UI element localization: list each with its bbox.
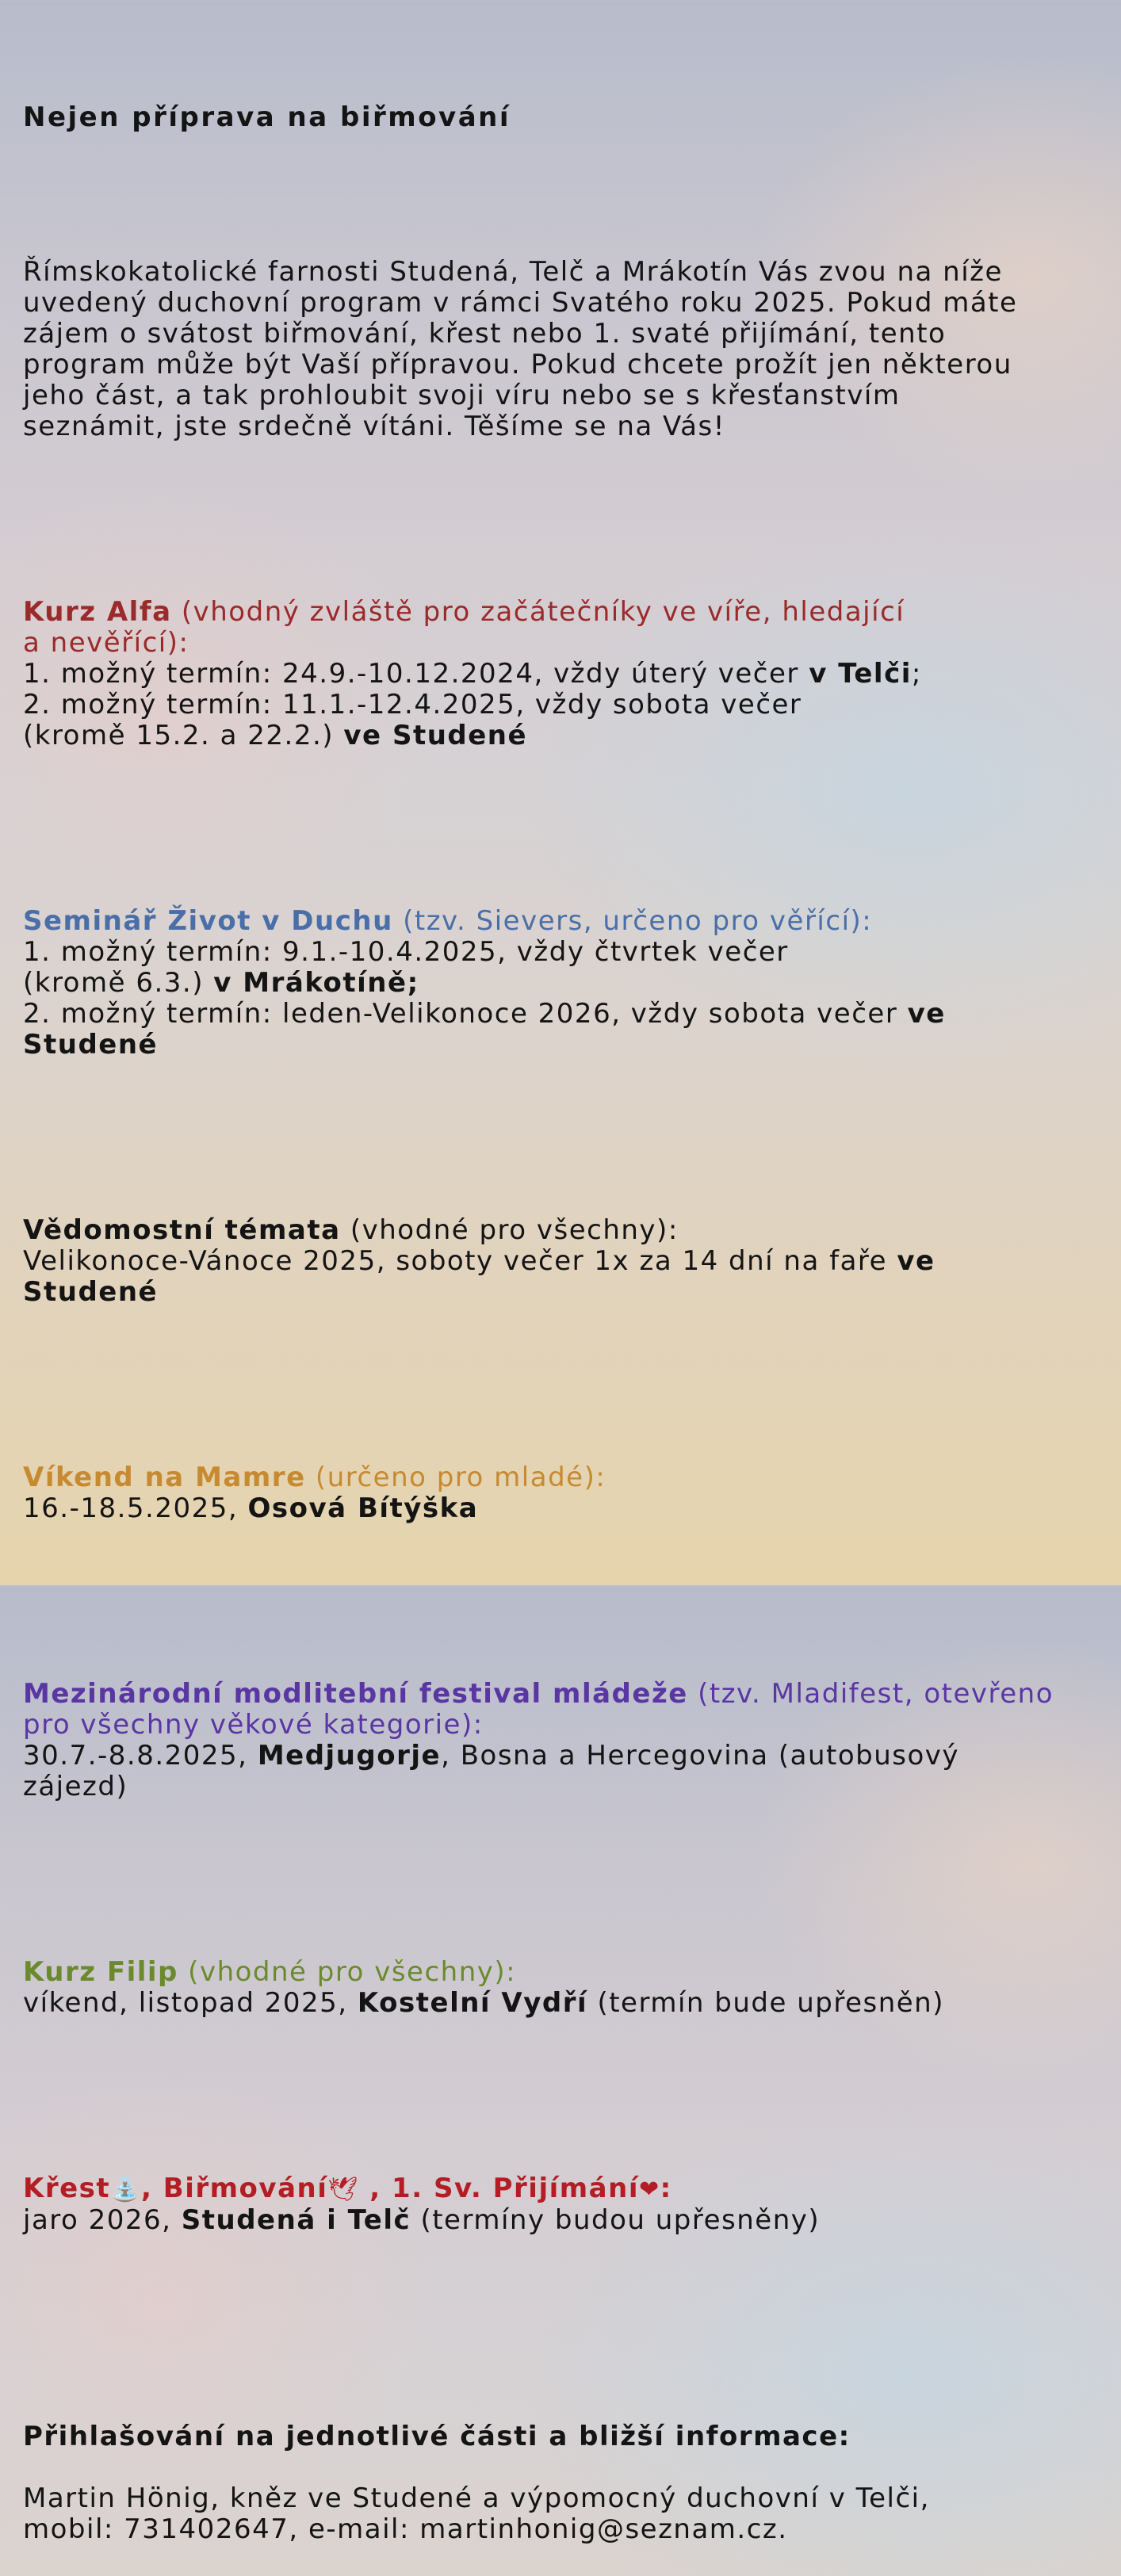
heart-icon: ❤: [638, 2176, 660, 2203]
svatosti-colon: :: [660, 2173, 672, 2204]
filip-term-end: (termín bude upřesněn): [587, 1987, 944, 2019]
flyer-content: [23, 71, 1109, 2576]
filip-term: víkend, listopad 2025,: [23, 1987, 358, 2019]
vikend-place: Osová Bítýška: [247, 1492, 479, 1524]
prijimani-heading: , 1. Sv. Přijímání: [358, 2173, 639, 2204]
contact-text: Martin Hönig, kněz ve Studené a výpomocný duchovní v Telči, mobil: 731402647, e-mail: martinhonig@seznam.cz.: [23, 2482, 930, 2545]
vikend-heading: Víkend na Mamre: [23, 1462, 306, 1493]
filip-place: Kostelní Vydří: [357, 1987, 588, 2019]
filip-note: (vhodné pro všechny):: [178, 1956, 517, 1988]
seminar-place1: v Mrákotíně;: [213, 967, 419, 999]
kurz-alfa-place1: v Telči: [809, 658, 912, 690]
filip-heading: Kurz Filip: [23, 1956, 178, 1988]
festival-heading: Mezinárodní modlitební festival mládeže: [23, 1678, 688, 1710]
kurz-alfa-place2: ve Studené: [343, 720, 528, 751]
intro-paragraph: Římskokatolické farnosti Studená, Telč a Mrákotín Vás zvou na níže uvedený duchovní program v rámci Svatého roku 2025. Pokud máte zájem o svátost biřmování, křest nebo 1. svaté přijímání, tento program může být Vaší přípravou. Pokud chcete prožít jen některou jeho část, a tak prohloubit svoji víru nebo se s křesťanstvím seznámit, jste srdečně vítáni. Těšíme se na Vás!: [23, 256, 1018, 442]
festival-place: Medjugorje: [257, 1740, 442, 1771]
svatosti-term: jaro 2026,: [23, 2204, 182, 2236]
festival-note: (tzv. Mladifest, otevřeno pro všechny věkové kategorie):: [23, 1678, 1054, 1741]
seminar-note: (tzv. Sievers, určeno pro věřící):: [392, 905, 873, 937]
page-title: Nejen příprava na biřmování: [23, 101, 511, 133]
vedomostni-term: Velikonoce-Vánoce 2025, soboty večer 1x za 14 dní na faře: [23, 1245, 897, 1277]
svatosti-place: Studená i Telč: [181, 2204, 411, 2236]
kurz-alfa-term1: 1. možný termín: 24.9.-10.12.2024, vždy úterý večer: [23, 658, 809, 690]
festival-term: 30.7.-8.8.2025,: [23, 1740, 258, 1771]
vedomostni-heading: Vědomostní témata: [23, 1214, 341, 1246]
krest-heading: Křest: [23, 2173, 111, 2204]
festival-term-end: , Bosna a Hercegovina (autobusový zájezd): [23, 1740, 960, 1802]
svatosti-term-end: (termíny budou upřesněny): [411, 2204, 821, 2236]
kurz-alfa-term1-end: ;: [911, 658, 922, 690]
dove-icon: 🕊: [327, 2176, 359, 2203]
kurz-alfa-term2: 2. možný termín: 11.1.-12.4.2025, vždy sobota večer (kromě 15.2. a 22.2.): [23, 689, 802, 751]
seminar-heading: Seminář Život v Duchu: [23, 905, 393, 937]
section-kurz-filip: [23, 1957, 1109, 2019]
section-festival: [23, 1679, 1109, 1802]
seminar-term2: 2. možný termín: leden-Velikonoce 2026, vždy sobota večer: [23, 998, 898, 1030]
section-kurz-alfa: [23, 597, 1109, 751]
kurz-alfa-heading: Kurz Alfa: [23, 596, 172, 628]
section-svatosti: [23, 2173, 1109, 2236]
section-vikend-mamre: [23, 1462, 1109, 1524]
seminar-place2: ve Studené: [23, 998, 946, 1061]
vikend-term: 16.-18.5.2025,: [23, 1492, 248, 1524]
section-vedomostni-temata: [23, 1215, 1109, 1308]
vedomostni-note: (vhodné pro všechny):: [340, 1214, 679, 1246]
kurz-alfa-note: (vhodný zvláště pro začátečníky ve víře, hledající a nevěřící):: [23, 596, 905, 659]
birmovani-heading: , Biřmování: [141, 2173, 328, 2204]
vikend-note: (určeno pro mladé):: [305, 1462, 606, 1493]
vedomostni-place: ve Studené: [23, 1245, 935, 1308]
fountain-icon: ⛲: [110, 2176, 142, 2203]
contact-heading: Přihlašování na jednotlivé části a bližší informace:: [23, 2421, 851, 2452]
section-seminar: [23, 906, 1109, 1061]
seminar-term1: 1. možný termín: 9.1.-10.4.2025, vždy čtvrtek večer (kromě 6.3.): [23, 936, 789, 999]
